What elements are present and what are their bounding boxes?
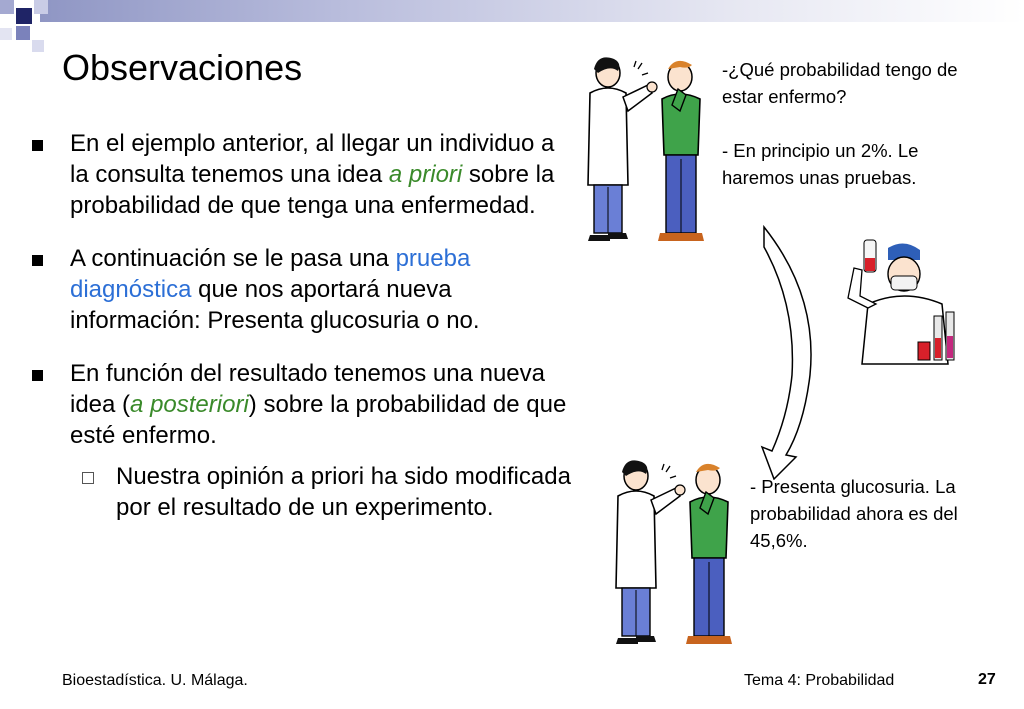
page-number: 27 (978, 671, 996, 688)
bullet-list (32, 128, 572, 545)
bullet-text: ) sobre la probabilidad de que esté enfermo. (70, 391, 567, 449)
prueba-diagnostica-highlight: prueba diagnóstica (70, 245, 471, 303)
a-priori-emphasis: a priori (388, 161, 463, 188)
header-gradient-band (40, 0, 1024, 22)
square-bullet-icon (32, 255, 43, 266)
bullet-text: que nos aportará nueva información: Presenta glucosuria o no. (70, 276, 480, 334)
sub-bullet-text: Nuestra opinión a priori ha sido modificada por el resultado de un experimento. (116, 463, 571, 521)
sub-bullet-item (70, 461, 572, 523)
doctor-patient-illustration (596, 458, 746, 653)
footer-topic: Tema 4: Probabilidad (744, 672, 895, 689)
a-posteriori-emphasis: a posteriori (130, 391, 249, 418)
bullet-item (32, 358, 572, 523)
curved-arrow-icon (752, 225, 822, 480)
bullet-item (32, 243, 572, 336)
slide-title: Observaciones (62, 47, 303, 88)
bullet-item (32, 128, 572, 221)
doctor-answer: - En principio un 2%. Le haremos unas pruebas. (722, 140, 919, 188)
bullet-text: A continuación se le pasa una (70, 245, 396, 272)
bullet-text: En función del resultado tenemos una nueva idea ( (70, 360, 545, 418)
footer-course: Bioestadística. U. Málaga. (62, 672, 248, 689)
result-text: - Presenta glucosuria. La probabilidad ahora es del 45,6%. (750, 476, 958, 551)
square-bullet-icon (32, 370, 43, 381)
square-bullet-icon (32, 140, 43, 151)
bullet-text: En el ejemplo anterior, al llegar un individuo a la consulta tenemos una idea (70, 130, 555, 188)
doctor-patient-illustration (568, 55, 718, 250)
hollow-square-bullet-icon (82, 472, 94, 484)
lab-technician-illustration (838, 238, 968, 368)
patient-question: -¿Qué probabilidad tengo de estar enfermo? (722, 59, 958, 107)
bullet-text: sobre la probabilidad de que tenga una enfermedad. (70, 161, 555, 219)
